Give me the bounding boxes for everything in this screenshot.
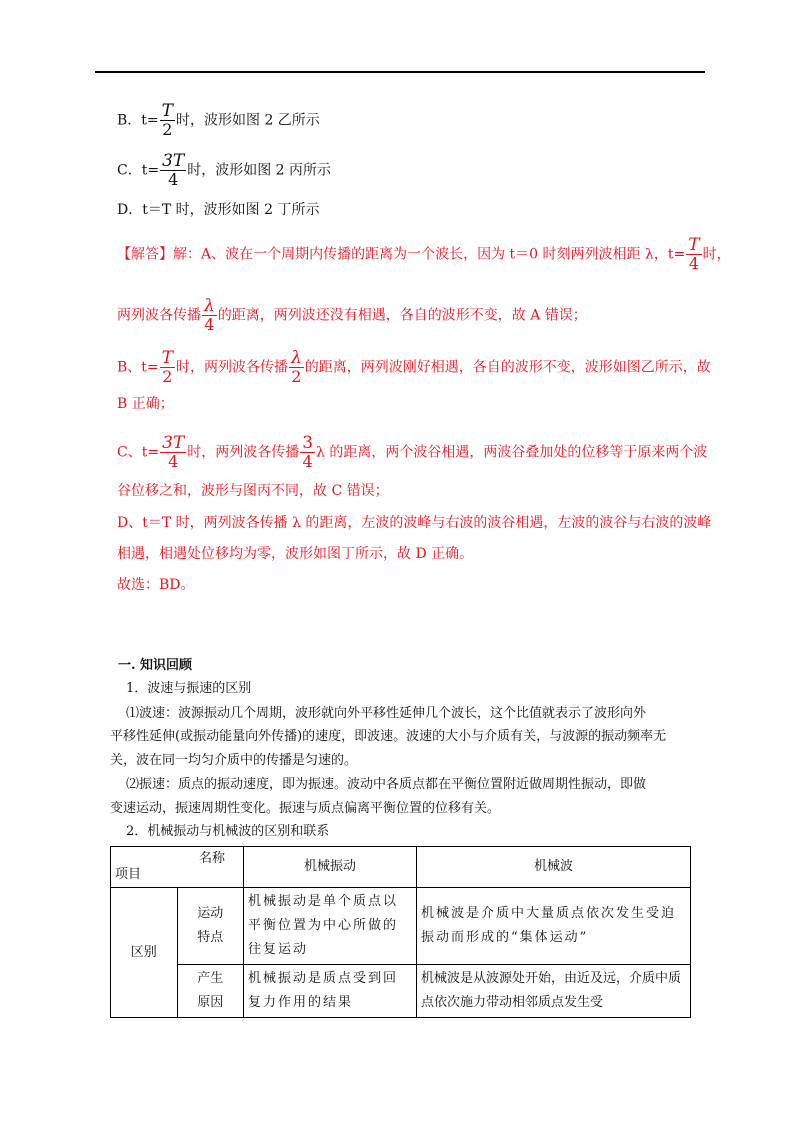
- vibration-cell: 机械振动是单个质点以平衡位置为中心所做的往复运动: [244, 888, 417, 965]
- aspect-cell: 运动 特点: [177, 888, 244, 965]
- column-header-wave: 机械波: [417, 847, 691, 888]
- wave-cell: 机械波是从波源处开始，由近及远，介质中质点依次施力带动相邻质点发生受: [417, 965, 691, 1018]
- paragraph-1-line-3: 关，波在同一均匀介质中的传播是匀速的。: [110, 753, 358, 768]
- fraction: $\frac{3}{4}$: [302, 433, 314, 471]
- table-row: [111, 965, 691, 1018]
- subsection-title-2: 2．机械振动与机械波的区别和联系: [126, 824, 330, 839]
- answer-conclusion: 故选：BD。: [117, 577, 195, 593]
- paragraph-2-line-1: ⑵振速：质点的振动速度，即为振速。波动中各质点都在平衡位置附近做周期性振动，即做: [126, 777, 647, 792]
- fraction: $\frac{\lambda}{2}$: [291, 348, 302, 386]
- fraction: $\frac{3T}{4}$: [162, 151, 185, 189]
- vibration-cell: 机械振动是质点受到回复力作用的结果: [244, 965, 417, 1018]
- answer-line-5: C、t= $\frac{3T}{4}$ 时，两列波各传播 $\frac{3}{4}$ λ 的距离，两个波谷相遇，两波谷叠加处的位移等于原来两个波: [117, 433, 708, 471]
- answer-line-8: 相遇，相遇处位移均为零，波形如图丁所示，故 D 正确。: [117, 546, 474, 562]
- header-name-label: 名称: [198, 851, 225, 866]
- answer-line-1: 【解答】解：A、波在一个周期内传播的距离为一个波长，因为 t＝0 时刻两列波相距 λ，t= $\frac{T}{4}$ 时，: [117, 235, 731, 273]
- header-item-label: 项目: [115, 867, 142, 882]
- row-group-label: 区别: [111, 888, 178, 1018]
- table-row: [111, 888, 691, 965]
- answer-line-6: 谷位移之和，波形与图丙不同，故 C 错误；: [117, 483, 389, 499]
- header-rule: [95, 71, 705, 73]
- option-d: D．t＝T 时，波形如图 2 丁所示: [117, 202, 320, 218]
- wave-cell: 机械波是介质中大量质点依次发生受迫振动而形成的“集体运动”: [417, 888, 691, 965]
- option-c: [117, 153, 331, 188]
- fraction: $\frac{3T}{4}$: [162, 433, 185, 471]
- answer-label: 【解答】: [117, 246, 173, 263]
- section-heading: 一. 知识回顾: [118, 658, 193, 673]
- paragraph-1-line-2: 平移性延伸(或振动能量向外传播)的速度，即波速。波速的大小与介质有关，与波源的振动频率无: [110, 729, 667, 744]
- subsection-title-1: 1．波速与振速的区别: [126, 681, 252, 696]
- answer-line-3: B、t= $\frac{T}{2}$ 时，两列波各传播 $\frac{\lambda}{2}$ 的距离，两列波刚好相遇，各自的波形不变，波形如图乙所示，故: [117, 348, 711, 386]
- fraction: $\frac{T}{4}$: [688, 235, 700, 273]
- table-header-row: [111, 847, 691, 888]
- answer-line-4: B 正确；: [117, 396, 174, 412]
- fraction: $\frac{T}{2}$: [161, 348, 173, 386]
- option-b: [117, 103, 320, 138]
- option-b-prefix: B．t=: [117, 112, 159, 129]
- fraction: $\frac{\lambda}{4}$: [204, 296, 215, 334]
- comparison-table: [110, 846, 691, 1018]
- option-c-prefix: C．t=: [117, 162, 160, 179]
- answer-line-2: 两列波各传播 $\frac{\lambda}{4}$ 的距离，两列波还没有相遇，各自的波形不变，故 A 错误；: [117, 296, 587, 334]
- paragraph-1-line-1: ⑴波速：波源振动几个周期，波形就向外平移性延伸几个波长，这个比值就表示了波形向外: [126, 706, 647, 721]
- table-corner-cell: [111, 847, 244, 888]
- fraction: $\frac{T}{2}$: [161, 101, 173, 139]
- option-b-text: 时，波形如图 2 乙所示: [176, 112, 320, 129]
- option-c-text: 时，波形如图 2 丙所示: [187, 162, 332, 179]
- aspect-cell: 产生 原因: [177, 965, 244, 1018]
- answer-line-7: D、t＝T 时，两列波各传播 λ 的距离，左波的波峰与右波的波谷相遇，左波的波谷与右波的波峰: [117, 515, 712, 531]
- paragraph-2-line-2: 变速运动，振速周期性变化。振速与质点偏离平衡位置的位移有关。: [110, 801, 501, 816]
- column-header-vibration: 机械振动: [244, 847, 417, 888]
